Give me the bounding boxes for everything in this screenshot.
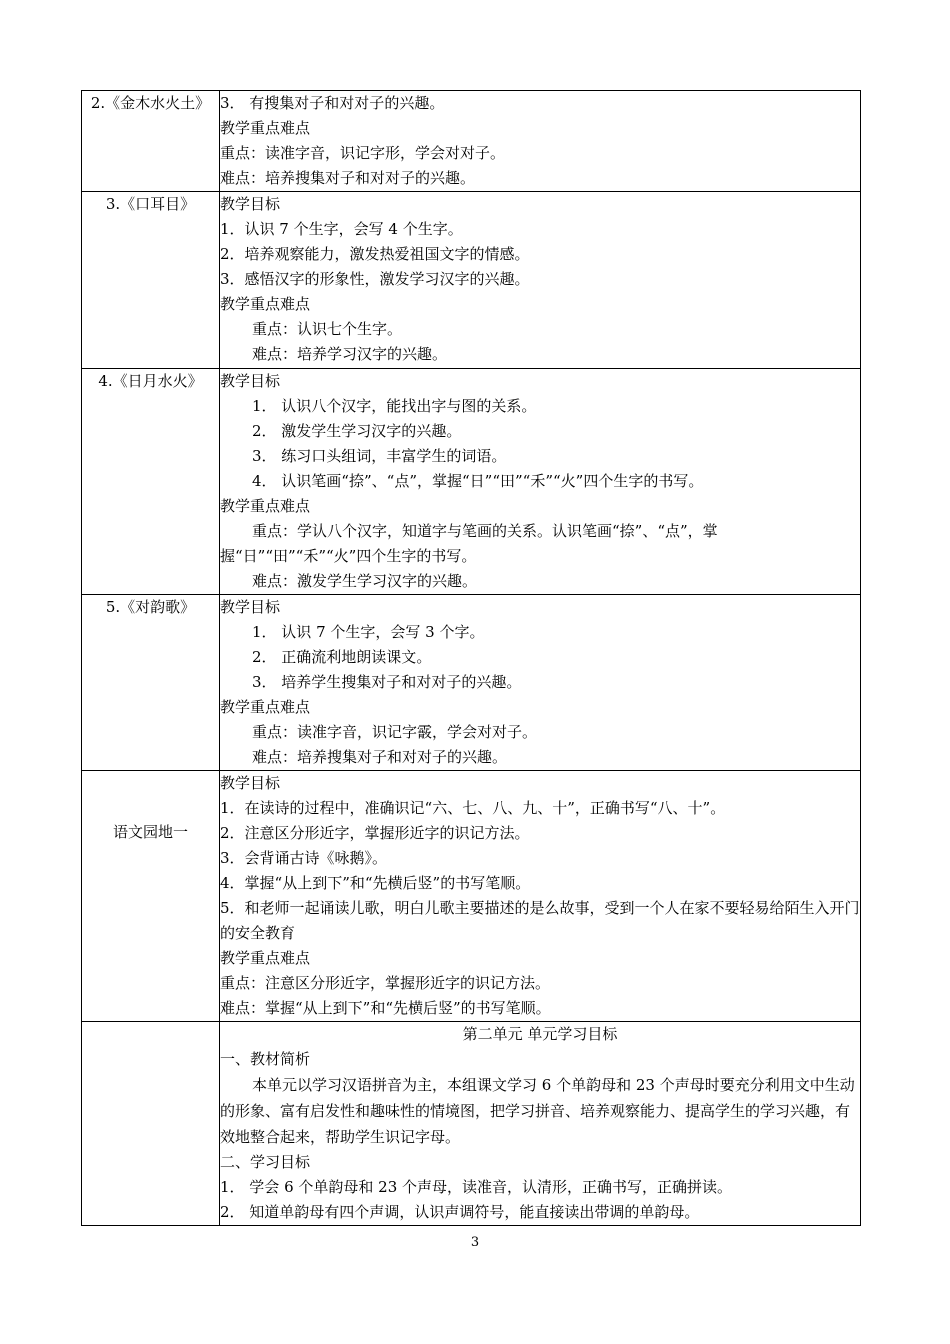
content-line: 3．会背诵古诗《咏鹅》。: [220, 849, 388, 867]
content-line: 重点：注意区分形近字，掌握形近字的识记方法。: [220, 974, 551, 992]
table-row: [82, 595, 861, 771]
content-line: 4．掌握“从上到下”和“先横后竖”的书写笔顺。: [220, 874, 531, 892]
page-number: 3: [470, 1235, 480, 1250]
content-line: 2．注意区分形近字，掌握形近字的识记方法。: [220, 824, 530, 842]
content-line: 重点：读准字音，识记字形，学会对对子。: [220, 144, 506, 162]
content-line: 难点：培养学习汉字的兴趣。: [252, 345, 448, 363]
content-line: 教学目标: [220, 774, 281, 792]
content-line: 教学重点难点: [220, 497, 311, 515]
content-line: 重点：读准字音，识记字霰，学会对对子。: [252, 723, 538, 741]
content-line: 2． 激发学生学习汉字的兴趣。: [252, 422, 462, 440]
content-line: 难点：培养搜集对子和对对子的兴趣。: [252, 748, 508, 766]
content-line: 教学重点难点: [220, 295, 311, 313]
lesson-title-cell: [82, 595, 220, 771]
table-row: [82, 369, 861, 595]
lesson-title-cell: [82, 369, 220, 595]
lesson-title: 2.《金木水火土》: [90, 94, 211, 112]
content-line: 重点：学认八个汉字，知道字与笔画的关系。认识笔画“捺”、“点”，掌握“日”“田”“禾”“火”四个生字的书写。: [220, 522, 718, 565]
content-line: 1． 学会 6 个单韵母和 23 个声母，读准音，认清形，正确书写，正确拼读。: [220, 1178, 733, 1196]
content-line: 2． 知道单韵母有四个声调，认识声调符号，能直接读出带调的单韵母。: [220, 1203, 700, 1221]
content-line: 2． 正确流利地朗读课文。: [252, 648, 432, 666]
table-row: [82, 1022, 861, 1226]
content-line: 教学目标: [220, 372, 281, 390]
document-page: [81, 90, 861, 1226]
lesson-content-cell: [220, 595, 861, 771]
content-line: 难点：激发学生学习汉字的兴趣。: [252, 572, 478, 590]
content-line: 3． 培养学生搜集对子和对对子的兴趣。: [252, 673, 522, 691]
lesson-content-cell: [220, 369, 861, 595]
lesson-title-cell: [82, 771, 220, 1022]
content-line: 教学目标: [220, 195, 281, 213]
lesson-title: 4.《日月水火》: [98, 372, 203, 390]
table-row: [82, 771, 861, 1022]
content-line: 教学目标: [220, 598, 281, 616]
content-line: 教学重点难点: [220, 698, 311, 716]
content-line: 3．感悟汉字的形象性，激发学习汉字的兴趣。: [220, 270, 530, 288]
content-line: 教学重点难点: [220, 119, 311, 137]
content-line: 教学重点难点: [220, 949, 311, 967]
lesson-content-cell: [220, 771, 861, 1022]
content-line: 难点：培养搜集对子和对对子的兴趣。: [220, 169, 476, 187]
content-line: 重点：认识七个生字。: [252, 320, 403, 338]
content-line: 5．和老师一起诵读儿歌，明白儿歌主要描述的是么故事，受到一个人在家不要轻易给陌生入开门的安全教育: [220, 899, 860, 942]
content-line: 1．认识 7 个生字，会写 4 个生字。: [220, 220, 463, 238]
lesson-content-cell: [220, 192, 861, 369]
lesson-title: 语文园地一: [112, 823, 188, 841]
content-line: 4． 认识笔画“捺”、“点”，掌握“日”“田”“禾”“火”四个生字的书写。: [252, 472, 704, 490]
unit-content-cell: [220, 1022, 861, 1226]
table-row: [82, 91, 861, 192]
table-row: [82, 192, 861, 369]
lesson-title-cell: [82, 1022, 220, 1226]
lesson-table: [81, 90, 861, 1226]
content-line: 1． 认识八个汉字，能找出字与图的关系。: [252, 397, 537, 415]
content-line: 2．培养观察能力，激发热爱祖国文字的情感。: [220, 245, 530, 263]
lesson-title-cell: [82, 91, 220, 192]
unit-heading: 第二单元 单元学习目标: [462, 1025, 618, 1043]
section-heading: 一、教材简析: [220, 1050, 311, 1068]
content-line: 难点：掌握“从上到下”和“先横后竖”的书写笔顺。: [220, 999, 551, 1017]
paragraph: 本单元以学习汉语拼音为主，本组课文学习 6 个单韵母和 23 个声母时要充分利用文中生动的形象、富有启发性和趣味性的情境图，把学习拼音、培养观察能力、提高学生的学习兴趣，有效地整合起来，帮助学生识记字母。: [220, 1076, 855, 1146]
lesson-title-cell: [82, 192, 220, 369]
content-line: 3． 有搜集对子和对对子的兴趣。: [220, 94, 445, 112]
content-line: 1． 认识 7 个生字，会写 3 个字。: [252, 623, 485, 641]
content-line: 3． 练习口头组词，丰富学生的词语。: [252, 447, 507, 465]
section-heading: 二、学习目标: [220, 1153, 311, 1171]
lesson-content-cell: [220, 91, 861, 192]
content-line: 1．在读诗的过程中，准确识记“六、七、八、九、十”，正确书写“八、十”。: [220, 799, 726, 817]
lesson-title: 3.《口耳目》: [105, 195, 196, 213]
lesson-title: 5.《对韵歌》: [105, 598, 196, 616]
